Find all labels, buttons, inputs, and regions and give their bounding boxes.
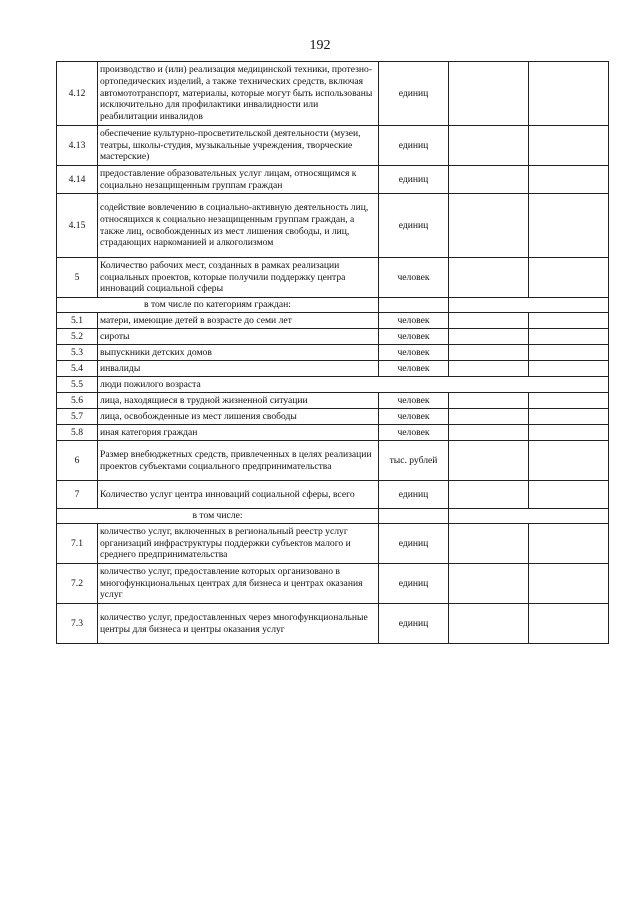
subheader-row	[57, 298, 609, 313]
table-row: 5.6 лица, находящиеся в трудной жизненной ситуации человек	[57, 393, 609, 409]
table-row: 5.7 лица, освобожденные из мест лишения свободы человек	[57, 409, 609, 425]
indicators-table	[56, 61, 609, 644]
subheader-row	[57, 509, 609, 524]
table-row: 5.5 люди пожилого возраста	[57, 377, 609, 393]
table-row: 6 Размер внебюджетных средств, привлеченных в целях реализации проектов субъектами социального предпринимательства тыс. рублей	[57, 441, 609, 481]
table-row: 5.4 инвалиды человек	[57, 361, 609, 377]
table-row: 5.3 выпускники детских домов человек	[57, 345, 609, 361]
table-row: 5.2 сироты человек	[57, 329, 609, 345]
table-row: 4.14 предоставление образовательных услуг лицам, относящимся к социально незащищенным группам граждан единиц	[57, 166, 609, 194]
table-row: 7.1 количество услуг, включенных в региональный реестр услуг организаций инфраструктуры поддержки субъектов малого и среднего предпринимательства единиц	[57, 524, 609, 564]
table-row: 4.13 обеспечение культурно-просветительской деятельности (музеи, театры, школы-студия, музыкальные учреждения, творческие мастерские) единиц	[57, 126, 609, 166]
subheader-including: в том числе:	[57, 509, 379, 524]
table-row: 7 Количество услуг центра инноваций социальной сферы, всего единиц	[57, 481, 609, 509]
table-row: 4.15 содействие вовлечению в социально-активную деятельность лиц, относящихся к социально незащищенным группам граждан, а также лиц, освобожденных из мест лишения свободы, и лиц, страдающих наркоманией и алкоголизмом единиц	[57, 194, 609, 258]
table-row: 5 Количество рабочих мест, созданных в рамках реализации социальных проектов, которые получили поддержку центра инноваций социальной сферы человек	[57, 258, 609, 298]
table-row: 5.1 матери, имеющие детей в возрасте до семи лет человек	[57, 313, 609, 329]
table-row: 4.12 производство и (или) реализация медицинской техники, протезно-ортопедических изделий, а также технических средств, включая автомототранспорт, материалы, которые могут быть использованы исключительно для профилактики инвалидности или реабилитации инвалидов единиц	[57, 62, 609, 126]
subheader-by-category: в том числе по категориям граждан:	[57, 298, 379, 313]
table-row: 7.2 количество услуг, предоставление которых организовано в многофункциональных центрах для бизнеса и центрах оказания услуг единиц	[57, 564, 609, 604]
table-row: 5.8 иная категория граждан человек	[57, 425, 609, 441]
table-row: 7.3 количество услуг, предоставленных через многофункциональные центры для бизнеса и центры оказания услуг единиц	[57, 604, 609, 644]
page-number: 192	[309, 38, 331, 53]
